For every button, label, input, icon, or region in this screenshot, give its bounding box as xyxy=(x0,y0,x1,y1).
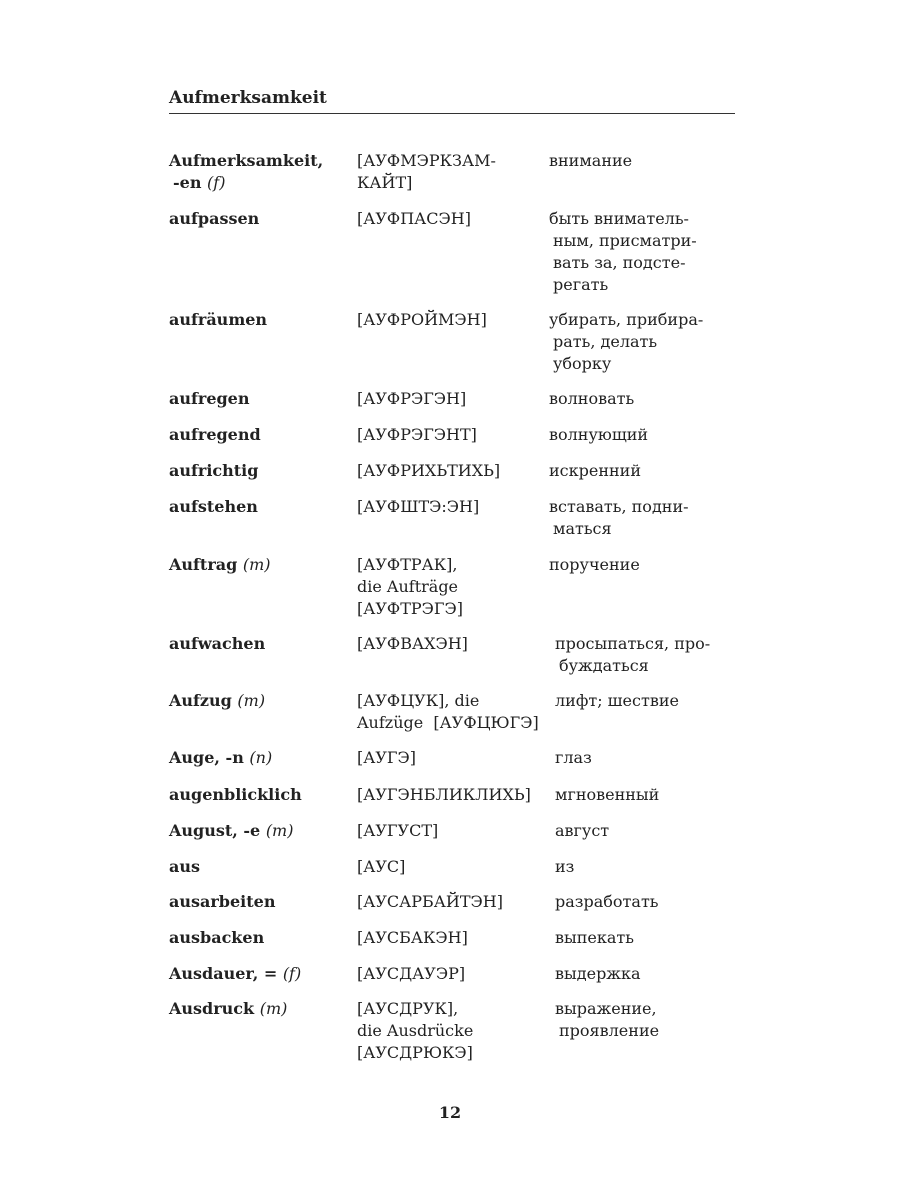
pronunciation-line: die Aufträge xyxy=(357,577,459,596)
grammar-gender: (m) xyxy=(259,999,288,1018)
translation xyxy=(555,927,745,949)
translation-line: регать xyxy=(553,275,609,294)
pronunciation xyxy=(357,820,542,842)
translation xyxy=(555,998,745,1042)
translation xyxy=(549,460,739,482)
translation-line: август xyxy=(555,821,610,840)
page-number: 12 xyxy=(438,1103,462,1122)
translation-line: вать за, подсте- xyxy=(553,253,686,272)
headword xyxy=(169,963,349,985)
pronunciation-line: [АУФРИХЬТИХЬ] xyxy=(357,461,501,480)
headword xyxy=(169,820,349,842)
pronunciation-line: [АУФПАСЭН] xyxy=(357,209,471,228)
pronunciation xyxy=(357,856,542,878)
pronunciation-line: [АУФТРЭГЭ] xyxy=(357,599,463,618)
headword xyxy=(169,388,349,410)
headword-text: aufräumen xyxy=(169,310,268,329)
translation-line: мгновенный xyxy=(555,785,660,804)
headword xyxy=(169,747,349,769)
translation-line: глаз xyxy=(555,748,592,767)
pronunciation xyxy=(357,747,542,769)
pronunciation-line: [АУГЭНБЛИКЛИХЬ] xyxy=(357,785,531,804)
translation-line: поручение xyxy=(549,555,640,574)
translation-line: просыпаться, про- xyxy=(555,634,711,653)
translation-line: из xyxy=(555,857,575,876)
translation-line: убирать, прибира- xyxy=(549,310,704,329)
pronunciation xyxy=(357,554,542,620)
translation-line: уборку xyxy=(553,354,612,373)
translation xyxy=(549,309,739,375)
headword-text: Auftrag xyxy=(169,555,238,574)
translation xyxy=(555,963,745,985)
translation-line: буждаться xyxy=(559,656,649,675)
pronunciation xyxy=(357,496,542,518)
translation xyxy=(549,208,739,296)
headword xyxy=(169,856,349,878)
headword xyxy=(169,150,349,194)
translation-line: разработать xyxy=(555,892,659,911)
headword-text: Ausdauer, = xyxy=(169,964,278,983)
pronunciation-line: [АУСБАКЭН] xyxy=(357,928,468,947)
pronunciation-line: [АУФТРАК], xyxy=(357,555,458,574)
pronunciation-line: [АУГУСТ] xyxy=(357,821,439,840)
translation xyxy=(555,690,745,712)
headword xyxy=(169,496,349,518)
translation-line: маться xyxy=(553,519,612,538)
headword xyxy=(169,690,349,712)
headword-text: aufrichtig xyxy=(169,461,259,480)
translation xyxy=(555,747,745,769)
translation xyxy=(549,388,739,410)
translation-line: быть вниматель- xyxy=(549,209,689,228)
translation-line: волновать xyxy=(549,389,635,408)
grammar-gender: (m) xyxy=(237,691,266,710)
pronunciation xyxy=(357,963,542,985)
translation xyxy=(549,424,739,446)
translation-line: выпекать xyxy=(555,928,634,947)
translation xyxy=(555,891,745,913)
pronunciation-line: [АУФМЭРКЗАМ- xyxy=(357,151,496,170)
pronunciation xyxy=(357,927,542,949)
headword-line2 xyxy=(169,172,349,194)
headword xyxy=(169,554,349,576)
translation xyxy=(549,496,739,540)
translation xyxy=(555,820,745,842)
pronunciation xyxy=(357,150,542,194)
pronunciation xyxy=(357,690,542,734)
grammar-gender: (m) xyxy=(265,821,294,840)
translation xyxy=(549,150,739,172)
pronunciation-line: [АУФВАХЭН] xyxy=(357,634,468,653)
headword-suffix: -en xyxy=(173,173,202,192)
pronunciation-line: [АУСАРБАЙТЭН] xyxy=(357,892,503,911)
grammar-gender: (m) xyxy=(242,555,271,574)
headword xyxy=(169,927,349,949)
pronunciation-line: [АУФРОЙМЭН] xyxy=(357,310,487,329)
headword-text: aufstehen xyxy=(169,497,258,516)
grammar-gender: (f) xyxy=(282,964,302,983)
pronunciation xyxy=(357,784,542,806)
headword-text: ausarbeiten xyxy=(169,892,276,911)
headword-text: August, -e xyxy=(169,821,261,840)
translation-line: лифт; шествие xyxy=(555,691,679,710)
translation-line: рать, делать xyxy=(553,332,658,351)
headword-text: Auge, -n xyxy=(169,748,244,767)
headword-text: aufpassen xyxy=(169,209,260,228)
translation xyxy=(555,856,745,878)
headword-text: augenblicklich xyxy=(169,785,302,804)
pronunciation-line: КАЙТ] xyxy=(357,173,413,192)
pronunciation-line: [АУФЦУК], die xyxy=(357,691,480,710)
headword-text: aufwachen xyxy=(169,634,266,653)
translation-line: искренний xyxy=(549,461,641,480)
pronunciation xyxy=(357,208,542,230)
translation-line: выражение, xyxy=(555,999,657,1018)
headword xyxy=(169,424,349,446)
translation-line: волнующий xyxy=(549,425,649,444)
headword-text: aus xyxy=(169,857,201,876)
headword xyxy=(169,208,349,230)
pronunciation-line: [АУСДАУЭР] xyxy=(357,964,466,983)
pronunciation-line: [АУСДРУК], xyxy=(357,999,459,1018)
translation-line: проявление xyxy=(559,1021,660,1040)
headword xyxy=(169,309,349,331)
translation-line: ным, присматри- xyxy=(553,231,697,250)
pronunciation xyxy=(357,309,542,331)
pronunciation xyxy=(357,424,542,446)
pronunciation xyxy=(357,633,542,655)
headword-text: aufregen xyxy=(169,389,250,408)
headword xyxy=(169,891,349,913)
pronunciation xyxy=(357,388,542,410)
pronunciation-line: [АУСДРЮКЭ] xyxy=(357,1043,473,1062)
pronunciation xyxy=(357,998,542,1064)
translation-line: выдержка xyxy=(555,964,641,983)
headword-text: Aufzug xyxy=(169,691,232,710)
translation-line: вставать, подни- xyxy=(549,497,689,516)
headword xyxy=(169,633,349,655)
pronunciation-line: [АУФШТЭ:ЭН] xyxy=(357,497,480,516)
pronunciation-line: [АУФРЭГЭН] xyxy=(357,389,467,408)
translation xyxy=(549,554,739,576)
pronunciation-line: [АУФРЭГЭНТ] xyxy=(357,425,477,444)
headword-text: ausbacken xyxy=(169,928,265,947)
grammar-gender: (n) xyxy=(249,748,273,767)
pronunciation-line: Aufzüge [АУФЦЮГЭ] xyxy=(357,713,539,732)
header-rule xyxy=(169,113,735,114)
headword-text: Aufmerksamkeit, xyxy=(169,151,324,170)
pronunciation xyxy=(357,891,542,913)
headword xyxy=(169,998,349,1020)
pronunciation-line: [АУГЭ] xyxy=(357,748,416,767)
pronunciation-line: [АУС] xyxy=(357,857,406,876)
pronunciation xyxy=(357,460,542,482)
headword xyxy=(169,460,349,482)
running-header: Aufmerksamkeit xyxy=(169,88,327,108)
translation xyxy=(555,633,745,677)
grammar-gender: (f) xyxy=(207,173,226,192)
headword-text: Ausdruck xyxy=(169,999,255,1018)
translation-line: внимание xyxy=(549,151,633,170)
headword xyxy=(169,784,349,806)
pronunciation-line: die Ausdrücke xyxy=(357,1021,474,1040)
translation xyxy=(555,784,745,806)
headword-text: aufregend xyxy=(169,425,261,444)
